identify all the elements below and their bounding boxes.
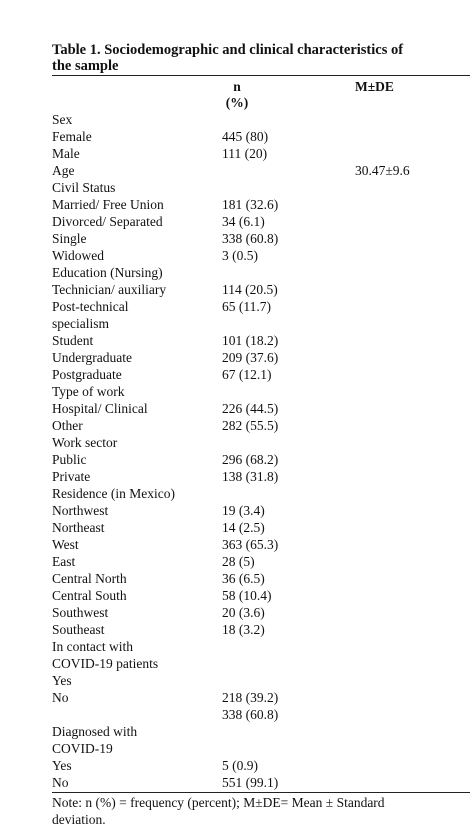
row-frequency: 445 (80) (222, 129, 269, 144)
row-frequency: 19 (3.4) (222, 503, 265, 518)
row-label: Sex (52, 112, 73, 127)
row-label: Hospital/ Clinical (52, 401, 148, 416)
row-label: Work sector (52, 435, 118, 450)
row-label: COVID-19 patients (52, 656, 159, 671)
row-label: Widowed (52, 248, 104, 263)
row-label: Central South (52, 588, 127, 603)
row-label: Yes (52, 758, 72, 773)
row-label: Single (52, 231, 87, 246)
row-label: Technician/ auxiliary (52, 282, 167, 297)
row-label: Private (52, 469, 91, 484)
column-header-n-line: n (233, 79, 241, 94)
column-header-n-line: (%) (225, 95, 249, 110)
row-frequency: 296 (68.2) (222, 452, 279, 467)
row-frequency: 67 (12.1) (222, 367, 272, 382)
row-label: Undergraduate (52, 350, 132, 365)
column-header-n (222, 79, 252, 111)
row-label: Residence (in Mexico) (52, 486, 175, 501)
table-note-line: deviation. (52, 812, 106, 827)
row-frequency: 138 (31.8) (222, 469, 279, 484)
row-label: Northeast (52, 520, 105, 535)
row-label: Female (52, 129, 92, 144)
row-label: Civil Status (52, 180, 116, 195)
row-label: Central North (52, 571, 127, 586)
row-label: West (52, 537, 79, 552)
row-label: Post-technical (52, 299, 129, 314)
row-frequency: 338 (60.8) (222, 231, 279, 246)
row-frequency: 218 (39.2) (222, 690, 279, 705)
row-label: Postgraduate (52, 367, 122, 382)
row-label: No (52, 775, 69, 790)
row-label: Diagnosed with (52, 724, 138, 739)
row-frequency: 181 (32.6) (222, 197, 279, 212)
row-frequency: 18 (3.2) (222, 622, 265, 637)
row-label: Yes (52, 673, 72, 688)
row-label: Southeast (52, 622, 105, 637)
row-frequency: 111 (20) (222, 146, 268, 161)
row-label: No (52, 690, 69, 705)
row-frequency: 28 (5) (222, 554, 255, 569)
row-label: Type of work (52, 384, 125, 399)
row-frequency: 114 (20.5) (222, 282, 278, 297)
table-title-line: Table 1. Sociodemographic and clinical characteristics of (52, 42, 404, 58)
row-frequency: 20 (3.6) (222, 605, 265, 620)
row-label: In contact with (52, 639, 133, 654)
row-frequency: 363 (65.3) (222, 537, 279, 552)
row-frequency: 209 (37.6) (222, 350, 279, 365)
row-mean-sd: 30.47±9.6 (355, 163, 410, 178)
row-frequency: 101 (18.2) (222, 333, 279, 348)
row-label: Divorced/ Separated (52, 214, 163, 229)
table-title (52, 42, 472, 74)
table-title-line: the sample (52, 58, 119, 74)
row-frequency: 36 (6.5) (222, 571, 265, 586)
row-label: Education (Nursing) (52, 265, 163, 280)
row-frequency: 65 (11.7) (222, 299, 271, 314)
row-frequency: 5 (0.9) (222, 758, 258, 773)
row-label: Other (52, 418, 83, 433)
row-label: East (52, 554, 76, 569)
table-note (52, 794, 472, 828)
table-note-line: Note: n (%) = frequency (percent); M±DE= Mean ± Standard (52, 795, 385, 810)
table-top-rule (52, 75, 470, 76)
row-frequency: 282 (55.5) (222, 418, 279, 433)
row-label: Northwest (52, 503, 109, 518)
table-bottom-rule (52, 792, 470, 793)
row-label: Married/ Free Union (52, 197, 164, 212)
row-label: COVID-19 (52, 741, 113, 756)
row-frequency: 14 (2.5) (222, 520, 265, 535)
row-frequency: 338 (60.8) (222, 707, 279, 722)
row-frequency: 34 (6.1) (222, 214, 265, 229)
row-frequency: 3 (0.5) (222, 248, 258, 263)
row-frequency: 58 (10.4) (222, 588, 272, 603)
row-frequency: 551 (99.1) (222, 775, 279, 790)
row-label: Public (52, 452, 87, 467)
row-label: specialism (52, 316, 109, 331)
column-header-mean-sd: M±DE (355, 79, 394, 94)
row-label: Southwest (52, 605, 109, 620)
row-label: Student (52, 333, 94, 348)
row-label: Age (52, 163, 75, 178)
row-label: Male (52, 146, 80, 161)
row-frequency: 226 (44.5) (222, 401, 279, 416)
